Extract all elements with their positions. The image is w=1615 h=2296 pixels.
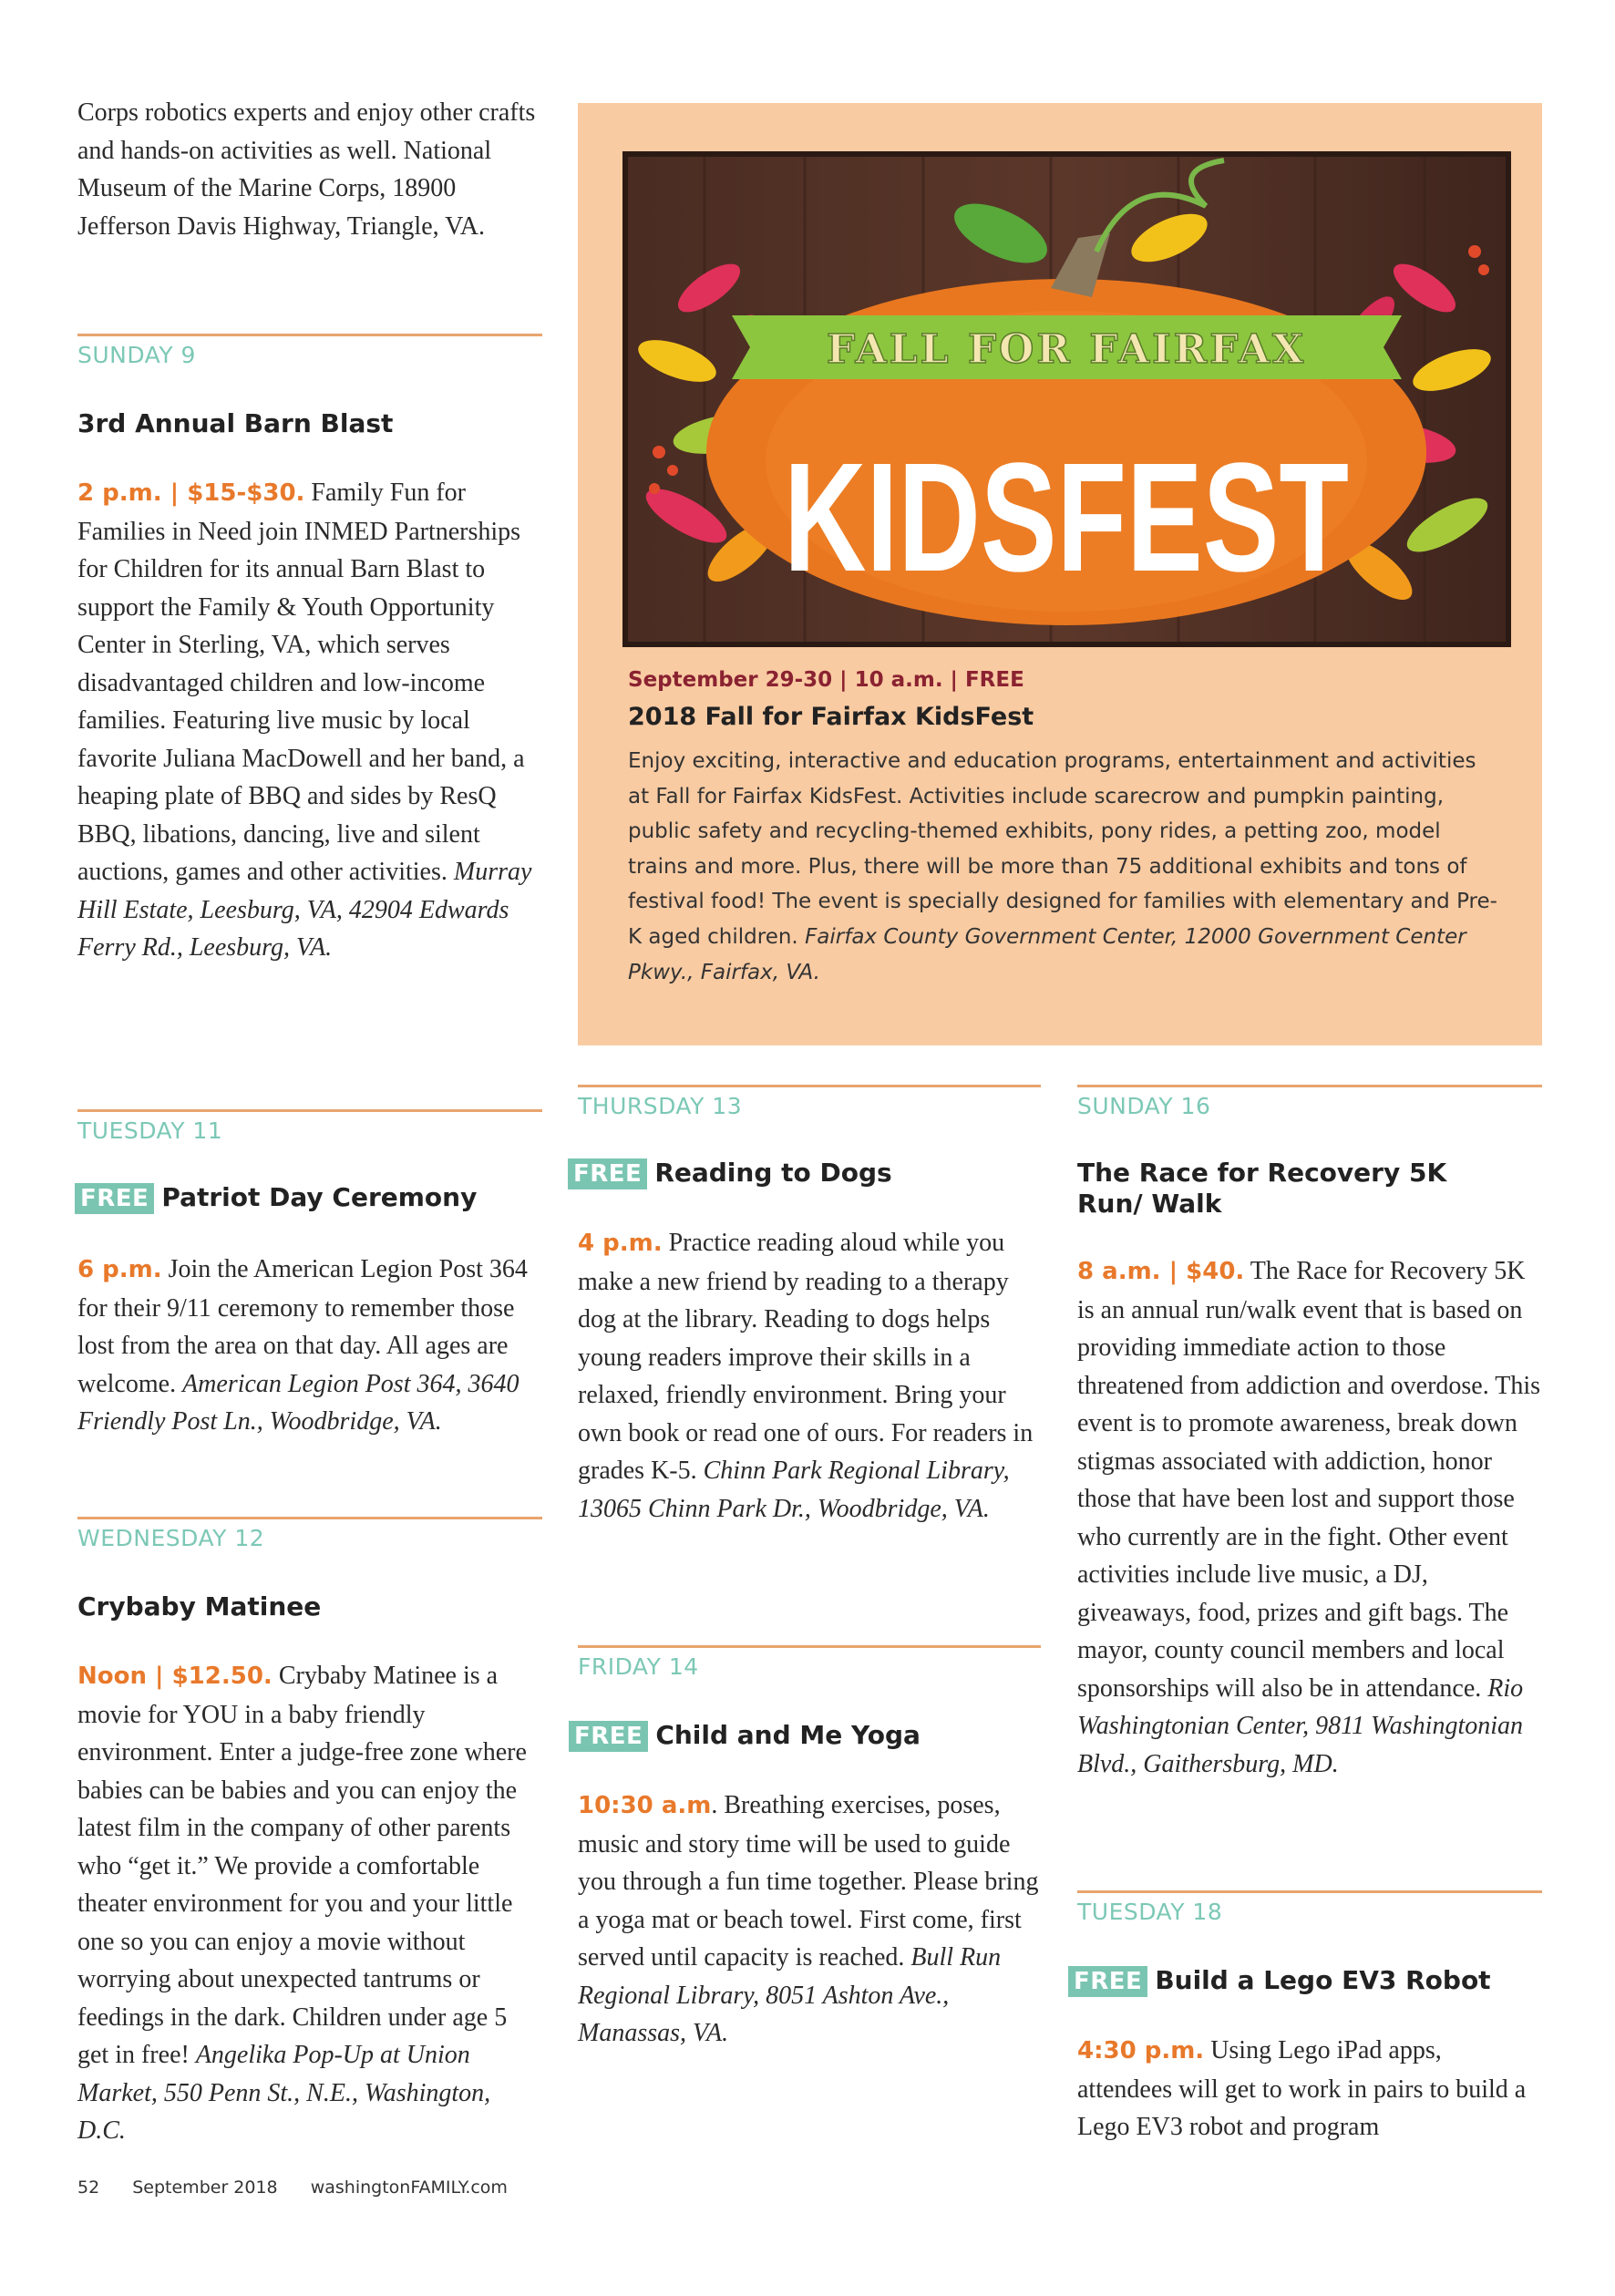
free-badge: FREE bbox=[569, 1721, 648, 1752]
event-description bbox=[578, 1224, 1041, 1528]
event-day: TUESDAY 18 bbox=[1077, 1899, 1223, 1925]
left-column bbox=[77, 94, 542, 245]
event-day: SUNDAY 16 bbox=[1077, 1093, 1211, 1119]
event-description bbox=[77, 1251, 542, 1441]
event-title: 3rd Annual Barn Blast bbox=[77, 408, 394, 438]
section-divider bbox=[578, 1645, 1041, 1648]
kidsfest-banner-image bbox=[622, 151, 1511, 647]
event-location: Chinn Park Regional Library, 13065 Chinn Park Dr., Woodbridge, VA. bbox=[578, 1457, 1010, 1523]
event-day: THURSDAY 13 bbox=[578, 1093, 743, 1119]
banner-title: KIDSFEST bbox=[784, 431, 1349, 604]
event-body: Join the American Legion Post 364 for their 9/11 ceremony to remember those lost from the area on that day. All ages are welcome. bbox=[77, 1255, 528, 1398]
free-badge: FREE bbox=[75, 1183, 154, 1214]
issue-date: September 2018 bbox=[132, 2178, 278, 2198]
event-title-text: Patriot Day Ceremony bbox=[161, 1182, 478, 1212]
event-time-price: Noon | $12.50. bbox=[77, 1663, 273, 1690]
event-title: Crybaby Matinee bbox=[77, 1591, 322, 1622]
event-title-text: Child and Me Yoga bbox=[655, 1720, 921, 1750]
event-sunday-9 bbox=[77, 334, 542, 967]
banner-subtitle: FALL FOR FAIRFAX bbox=[826, 326, 1307, 373]
kidsfest-body: Enjoy exciting, interactive and education programs, entertainment and activities at Fall for Fairfax KidsFest. Activities include scarecrow and pumpkin painting, public safety and recycling-themed exhibits, pony rides, a petting zoo, model trains and more. Plus, there will be more than 75 additional exhibits and tons of festival food! The event is specially designed for families with elementary and Pre-K aged children. bbox=[628, 749, 1497, 949]
event-friday-14 bbox=[574, 1645, 1041, 2053]
section-divider bbox=[77, 1109, 542, 1112]
event-title-text: Build a Lego EV3 Robot bbox=[1155, 1965, 1491, 1995]
kidsfest-date: September 29-30 | 10 a.m. | FREE bbox=[628, 668, 1024, 692]
event-location: Rio Washingtonian Center, 9811 Washingtonian Blvd., Gaithersburg, MD. bbox=[1077, 1673, 1524, 1778]
event-body: Crybaby Matinee is a movie for YOU in a baby friendly environment. Enter a judge-free zone where babies can be babies and you can enjoy the latest film in the company of other parents who “get it.” We provide a comfortable theater environment for you and your little one so you can enjoy a movie without worrying about unexpected tantrums or feedings in the dark. Children under age 5 get in free! bbox=[77, 1662, 527, 2069]
event-title bbox=[1068, 1965, 1542, 1997]
event-description bbox=[1077, 1252, 1542, 1783]
event-sunday-16 bbox=[1077, 1085, 1542, 1783]
kidsfest-title: 2018 Fall for Fairfax KidsFest bbox=[628, 703, 1034, 731]
event-time-price: 4:30 p.m. bbox=[1077, 2037, 1205, 2064]
event-location: Bull Run Regional Library, 8051 Ashton Ave., Manassas, VA. bbox=[578, 1943, 1002, 2047]
event-tuesday-18 bbox=[1074, 1890, 1542, 2147]
event-day: SUNDAY 9 bbox=[77, 342, 196, 368]
kidsfest-text bbox=[628, 668, 1503, 990]
event-location: Angelika Pop-Up at Union Market, 550 Penn St., N.E., Washington, D.C. bbox=[77, 2041, 491, 2145]
section-divider bbox=[578, 1085, 1041, 1087]
event-title bbox=[569, 1720, 1041, 1752]
event-description bbox=[1077, 2032, 1542, 2147]
event-title bbox=[75, 1182, 542, 1214]
event-body: The Race for Recovery 5K is an annual run/walk event that is based on providing immediate action to those threatened from addiction and overdose. This event is to promote awareness, break down stigmas associated with addiction, honor those that have been lost and support those who currently are in the fight. Other event activities include live music, a DJ, giveaways, food, prizes and gift bags. The mayor, county council members and local sponsorships will also be in attendance. bbox=[1077, 1257, 1540, 1703]
free-badge: FREE bbox=[568, 1158, 647, 1189]
section-divider bbox=[77, 1517, 542, 1519]
kidsfest-location: Fairfax County Government Center, 12000 Government Center Pkwy., Fairfax, VA. bbox=[628, 924, 1466, 984]
event-description bbox=[77, 474, 542, 967]
event-day: TUESDAY 11 bbox=[77, 1117, 223, 1144]
section-divider bbox=[77, 334, 542, 336]
event-description bbox=[77, 1657, 542, 2150]
kidsfest-feature-box bbox=[578, 103, 1542, 1045]
event-time-price: 2 p.m. | $15-$30. bbox=[77, 479, 305, 507]
kidsfest-description bbox=[628, 744, 1503, 990]
event-body: Family Fun for Families in Need join INMED Partnerships for Children for its annual Barn Blast to support the Family & Youth Opportunity Center in Sterling, VA, which serves disadvantaged children and low-income families. Featuring live music by local favorite Juliana MacDowell and her band, a heaping plate of BBQ and sides by ResQ BBQ, libations, dancing, live and silent auctions, games and other activities. bbox=[77, 479, 525, 886]
free-badge: FREE bbox=[1068, 1966, 1147, 1997]
page-footer bbox=[77, 2178, 535, 2198]
event-title bbox=[568, 1158, 1041, 1189]
event-title-text: Reading to Dogs bbox=[654, 1158, 892, 1188]
event-location: Murray Hill Estate, Leesburg, VA, 42904 Edwards Ferry Rd., Leesburg, VA. bbox=[77, 858, 532, 962]
event-day: FRIDAY 14 bbox=[578, 1653, 699, 1680]
event-body: Using Lego iPad apps, attendees will get to work in pairs to build a Lego EV3 robot and program bbox=[1077, 2036, 1527, 2141]
event-body: Practice reading aloud while you make a new friend by reading to a therapy dog at the library. Reading to dogs helps young readers improve their skills in a relaxed, friendly environment. Bring your own book or read one of ours. For readers in grades K-5. bbox=[578, 1229, 1034, 1485]
event-description bbox=[578, 1786, 1041, 2053]
event-wednesday-12 bbox=[77, 1517, 542, 2150]
event-body: . Breathing exercises, poses, music and story time will be used to guide you through a fun time together. Please bring a yoga mat or beach towel. First come, first served until capacity is reached. bbox=[578, 1791, 1039, 1972]
section-divider bbox=[1077, 1890, 1542, 1893]
website-link[interactable]: washingtonFAMILY.com bbox=[310, 2178, 508, 2198]
carryover-paragraph: Corps robotics experts and enjoy other crafts and hands-on activities as well. National Museum of the Marine Corps, 18900 Jefferson Davis Highway, Triangle, VA. bbox=[77, 98, 536, 241]
event-day: WEDNESDAY 12 bbox=[77, 1525, 265, 1551]
event-time-price: 8 a.m. | $40. bbox=[1077, 1258, 1245, 1285]
event-thursday-13 bbox=[573, 1085, 1041, 1528]
event-location: American Legion Post 364, 3640 Friendly Post Ln., Woodbridge, VA. bbox=[77, 1369, 519, 1436]
event-time-price: 6 p.m. bbox=[77, 1256, 162, 1283]
event-title: The Race for Recovery 5K Run/ Walk bbox=[1077, 1158, 1447, 1219]
event-time-price: 10:30 a.m bbox=[578, 1792, 712, 1819]
event-tuesday-11 bbox=[77, 1109, 542, 1441]
section-divider bbox=[1077, 1085, 1542, 1087]
page-number: 52 bbox=[77, 2178, 100, 2198]
event-time-price: 4 p.m. bbox=[578, 1230, 663, 1257]
